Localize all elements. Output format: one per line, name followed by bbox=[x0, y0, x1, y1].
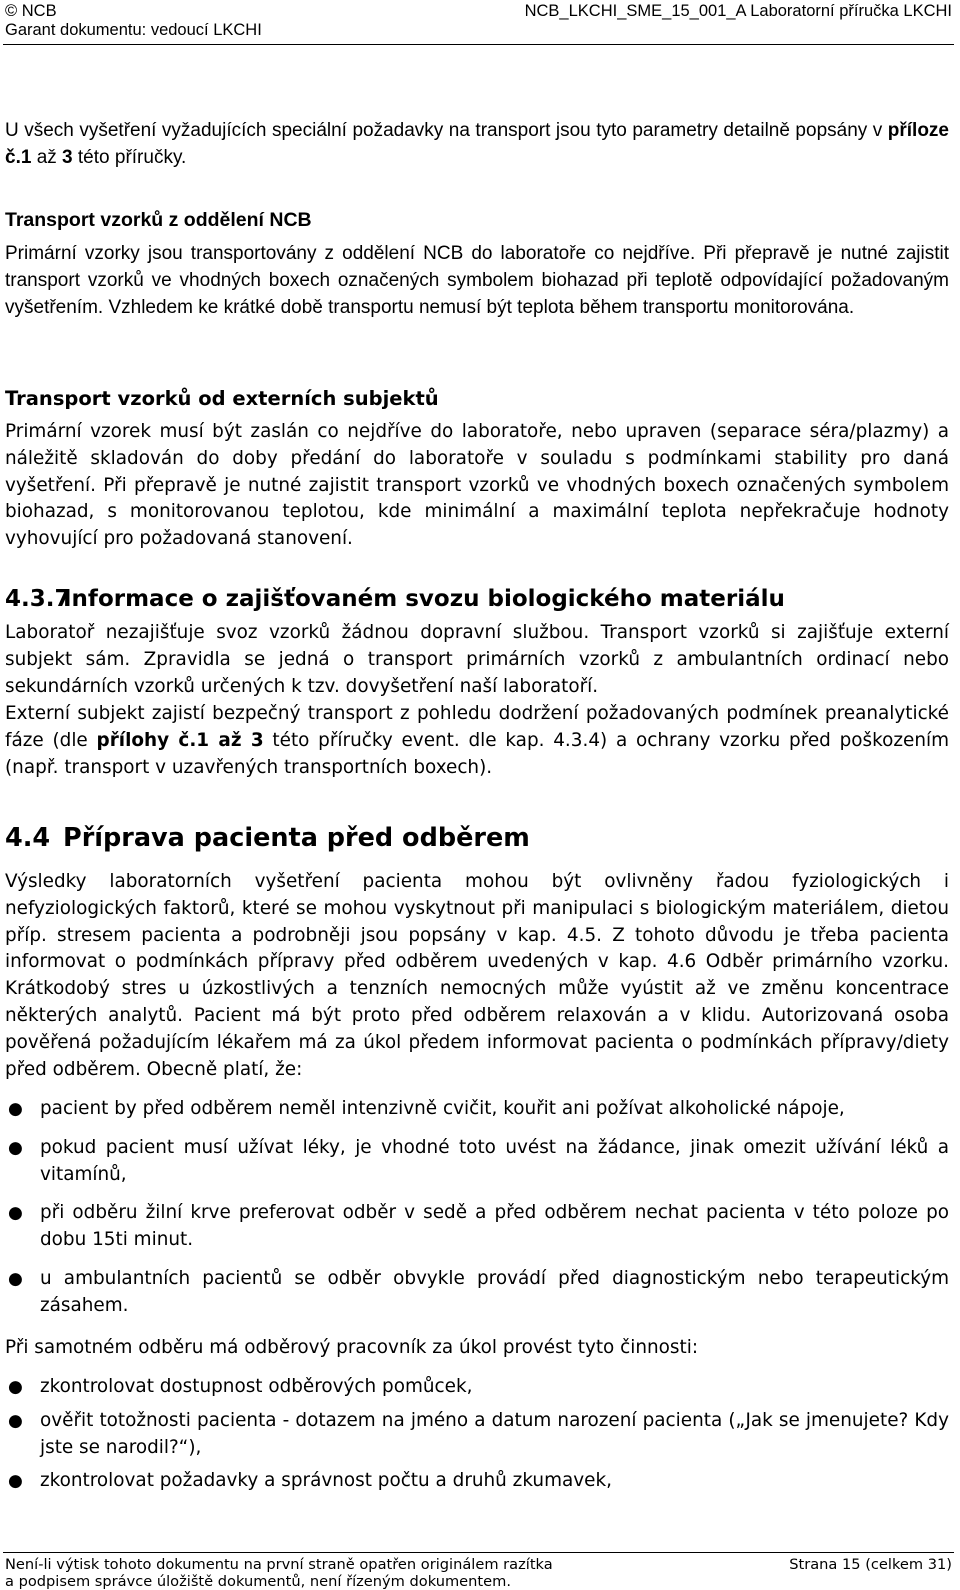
svoz-bold: přílohy č.1 až 3 bbox=[96, 729, 264, 751]
paragraph-transport-ncb: Primární vzorky jsou transportovány z oddělení NCB do laboratoře co nejdříve. Při přepravě je nutné zajistit transport vzorků ve vhodných boxech označených symbolem biohazad při teplotě odpovídající požadovaným vyšetřením. Vzhledem ke krátké době transportu nemusí být teplota během transportu monitorována. bbox=[5, 243, 949, 318]
paragraph-svoz-2 bbox=[5, 701, 949, 781]
intro-bold-1: příloze č.1 bbox=[5, 120, 949, 168]
paragraph-svoz-1: Laboratoř nezajišťuje svoz vzorků žádnou dopravní službou. Transport vzorků si zajišťuje externí subjekt sám. Zpravidla se jedná o transport primárních vzorků z ambulantních ordinací nebo sekundárních vzorků určených k tzv. dovyšetření naší laboratoří. bbox=[5, 622, 949, 697]
page-header bbox=[5, 2, 952, 40]
intro-bold-2: 3 bbox=[62, 147, 73, 168]
list-item-text: ověřit totožnosti pacienta - dotazem na jméno a datum narození pacienta („Jak se jmenujete? Kdy jste se narodil?“), bbox=[40, 1409, 949, 1458]
paragraph-priprava: Výsledky laboratorních vyšetření pacienta mohou být ovlivněny řadou fyziologických i nefyziologických faktorů, které se mohou vyskytnout při manipulaci s biologickým materiálem, dietou příp. stresem pacienta a podrobněji jsou popsány v kap. 4.5. Z tohoto důvodu je třeba pacienta informovat o podmínkách přípravy před odběrem uvedených v kap. 4.6 Odběr primárního vzorku. Krátkodobý stres u úzkostlivých a tenzních nemocných může vyústit až ve změnu koncentrace některých analytů. Pacient má být proto před odběrem relaxován a v klidu. Autorizovaná osoba pověřená požadujícím lékařem má za úkol předem informovat pacienta o podmínkách přípravy/diety před odběrem. Obecně platí, že: bbox=[5, 871, 949, 1080]
list-item bbox=[5, 1468, 949, 1495]
intro-text-2: až bbox=[31, 147, 63, 168]
header-copyright: © NCB bbox=[5, 2, 57, 20]
intro-text-3: této příručky. bbox=[72, 147, 187, 168]
list-item-text: zkontrolovat požadavky a správnost počtu a druhů zkumavek, bbox=[40, 1470, 612, 1492]
section-title: Informace o zajišťovaném svozu biologického materiálu bbox=[63, 586, 785, 612]
bullet-icon: ● bbox=[8, 1377, 23, 1397]
section-heading-4-4 bbox=[5, 822, 530, 854]
list-item-text: u ambulantních pacientů se odběr obvykle provádí před diagnostickým nebo terapeutickým zásahem. bbox=[40, 1267, 949, 1316]
section-title: Příprava pacienta před odběrem bbox=[63, 823, 530, 853]
bullet-icon: ● bbox=[8, 1471, 23, 1492]
paragraph-odber: Při samotném odběru má odběrový pracovník za úkol provést tyto činnosti: bbox=[5, 1337, 699, 1358]
intro-paragraph bbox=[5, 117, 949, 171]
bullet-icon: ● bbox=[8, 1137, 23, 1158]
page-footer bbox=[5, 1556, 952, 1590]
list-item-text: pacient by před odběrem neměl intenzivně cvičit, kouřit ani požívat alkoholické nápoje, bbox=[40, 1098, 845, 1119]
list-item bbox=[5, 1408, 949, 1462]
bullet-icon: ● bbox=[8, 1410, 23, 1431]
heading-transport-external: Transport vzorků od externích subjektů bbox=[5, 387, 439, 410]
header-guarantor: Garant dokumentu: vedoucí LKCHI bbox=[5, 21, 262, 39]
list-item bbox=[5, 1374, 949, 1401]
list-item bbox=[5, 1096, 949, 1123]
bullet-icon: ● bbox=[8, 1268, 23, 1289]
svoz-text-2: této příručky event. dle kap. 4.3.4) a ochrany vzorku před poškozením (např. transport v uzavřených transportních boxech). bbox=[5, 729, 950, 778]
footer-divider bbox=[3, 1552, 954, 1553]
list-item bbox=[5, 1266, 949, 1320]
section-number: 4.4 bbox=[5, 823, 51, 853]
svoz-text-1: Externí subjekt zajistí bezpečný transport z pohledu dodržení požadovaných podmínek preanalytické fáze (dle bbox=[5, 703, 949, 751]
heading-transport-ncb: Transport vzorků z oddělení NCB bbox=[5, 209, 312, 231]
list-item-text: pokud pacient musí užívat léky, je vhodné toto uvést na žádance, jinak omezit užívání léků a vitamínů, bbox=[40, 1136, 949, 1185]
list-collection-tasks bbox=[5, 1374, 949, 1495]
header-doc-code: NCB_LKCHI_SME_15_001_A Laboratorní příručka LKCHI bbox=[524, 2, 952, 20]
header-divider bbox=[3, 44, 954, 45]
list-item-text: při odběru žilní krve preferovat odběr v sedě a před odběrem nechat pacienta v této poloze po dobu 15ti minut. bbox=[40, 1202, 949, 1251]
list-item-text: zkontrolovat dostupnost odběrových pomůcek, bbox=[40, 1376, 473, 1397]
section-number: 4.3.7 bbox=[5, 586, 71, 612]
list-item bbox=[5, 1200, 949, 1254]
paragraph-transport-external: Primární vzorek musí být zaslán co nejdříve do laboratoře, nebo upraven (separace séra/plazmy) a náležitě skladován do doby předání do laboratoře v souladu s podmínkami stability pro daná vyšetření. Při přepravě je nutné zajistit transport vzorků ve vhodných boxech označených symbolem biohazad, s monitorovanou teplotou, kde minimální a maximální teplota nepřekračuje hodnoty vyhovující pro požadovaná stanovení. bbox=[5, 421, 949, 550]
footer-note-1: Není-li výtisk tohoto dokumentu na první straně opatřen originálem razítka bbox=[5, 1556, 553, 1573]
bullet-icon: ● bbox=[8, 1203, 23, 1224]
list-item bbox=[5, 1135, 949, 1189]
footer-page-number: Strana 15 (celkem 31) bbox=[789, 1556, 952, 1573]
section-heading-4-3-7 bbox=[5, 584, 785, 614]
footer-note-2: a podpisem správce úložiště dokumentů, není řízeným dokumentem. bbox=[5, 1573, 511, 1590]
bullet-icon: ● bbox=[8, 1099, 23, 1119]
intro-text-1: U všech vyšetření vyžadujících speciální požadavky na transport jsou tyto parametry detailně popsány v bbox=[5, 120, 888, 141]
list-general-rules bbox=[5, 1096, 949, 1320]
